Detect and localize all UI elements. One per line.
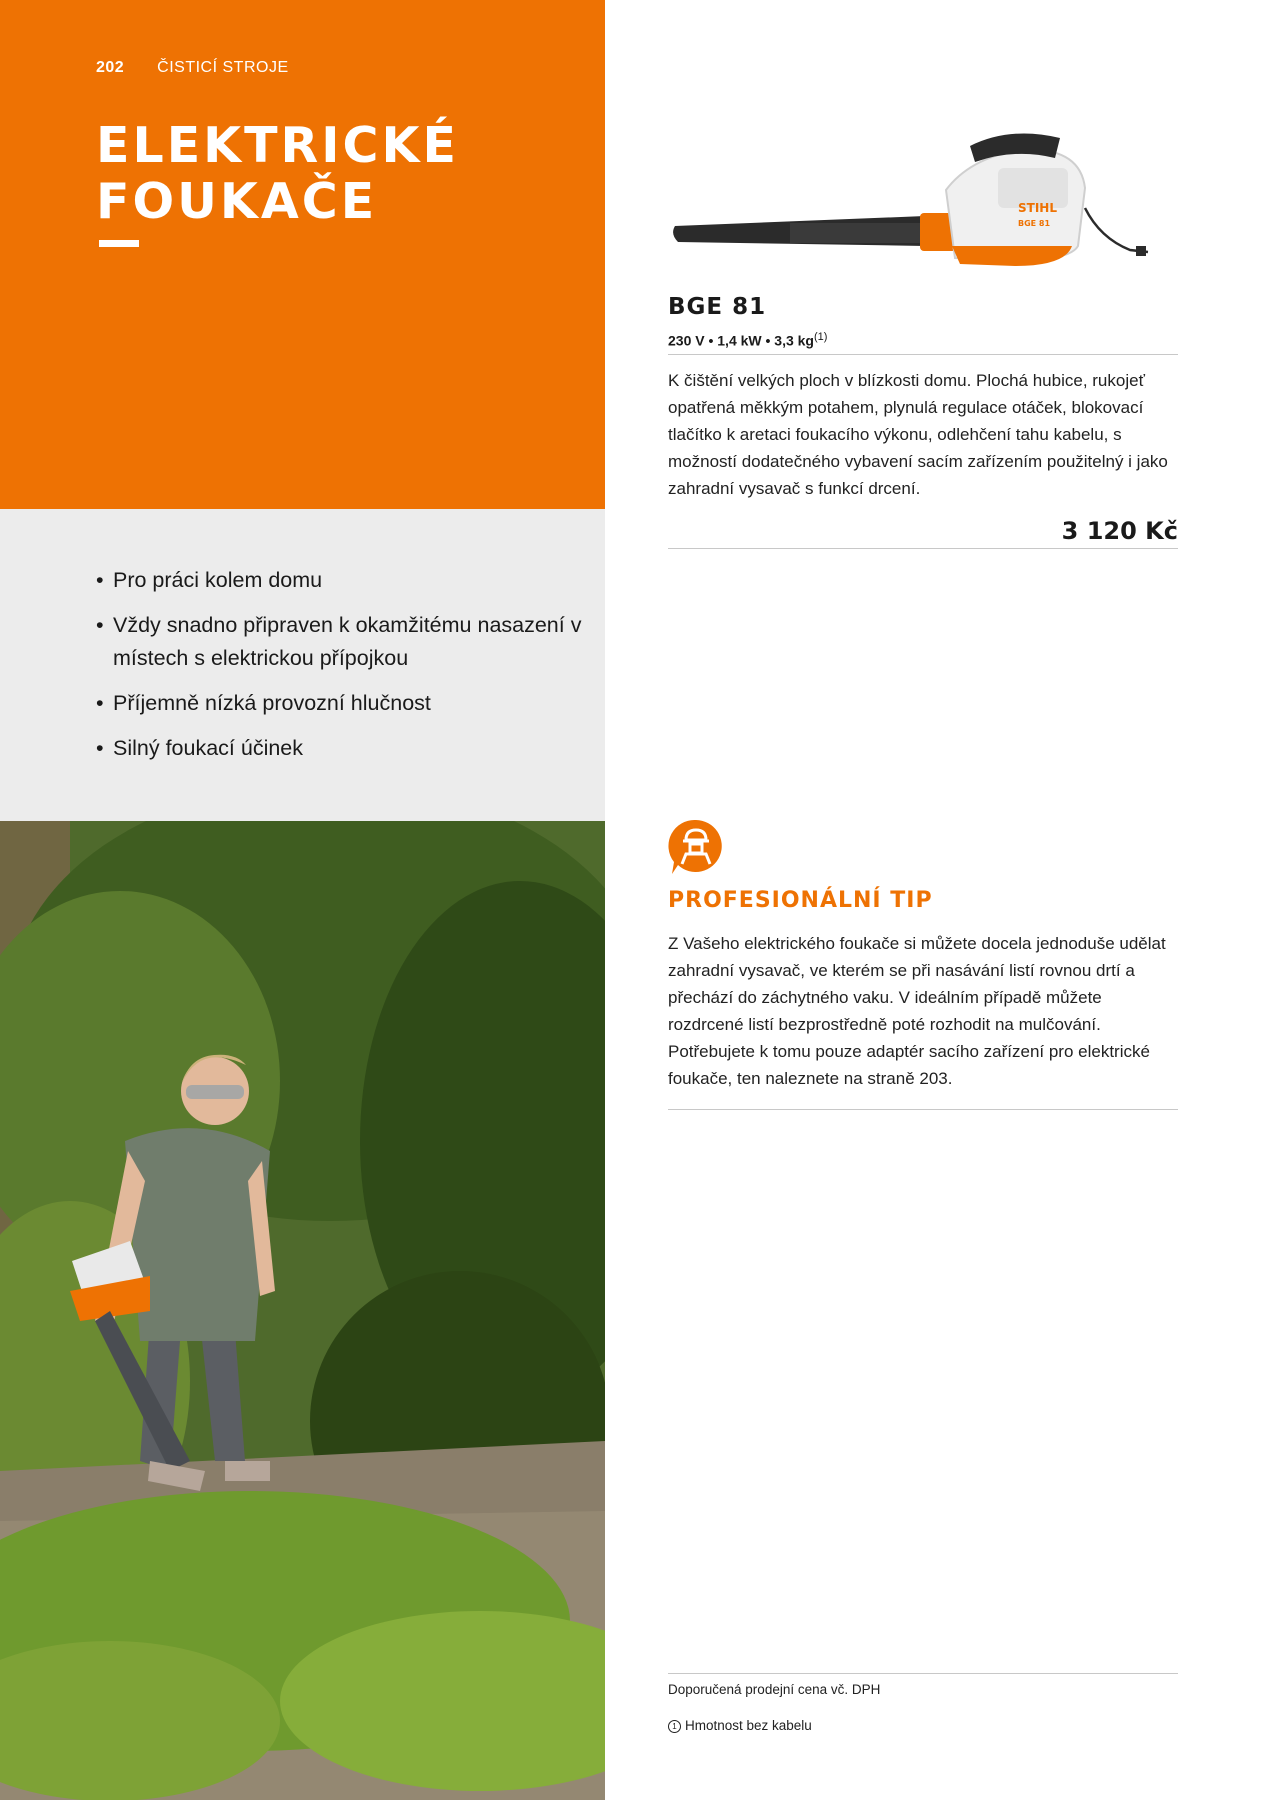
tip-title: PROFESIONÁLNÍ TIP bbox=[668, 888, 933, 913]
product-specs-text: 230 V • 1,4 kW • 3,3 kg bbox=[668, 332, 814, 349]
tip-text: Z Vašeho elektrického foukače si můžete docela jednoduše udělat zahradní vysavač, ve kterém se při nasávání listí rovnou drtí a přechází do záchytného vaku. V ideálním případě můžete rozdrcené listí bezprostředně poté rozhodit na mulčování. Potřebujete k tomu pouze adaptér sacího zařízení pro elektrické foukače, ten naleznete na straně 203. bbox=[668, 934, 1166, 1088]
product-brand-label: STIHL bbox=[1018, 201, 1057, 215]
feature-item: • Příjemně nízká provozní hlučnost bbox=[96, 687, 596, 720]
product-image bbox=[670, 128, 1150, 268]
title-panel bbox=[0, 0, 605, 509]
garden-photo bbox=[0, 821, 605, 1800]
product-description: K čištění velkých ploch v blízkosti domu. Plochá hubice, rukojeť opatřená měkkým potahem, plynulá regulace otáček, blokovací tlačítko k aretaci foukacího výkonu, odlehčení tahu kabelu, s možností dodatečného vybavení sacím zařízením použitelný i jako zahradní vysavač s funkcí drcení. bbox=[668, 371, 1168, 498]
divider bbox=[668, 1673, 1178, 1674]
footnote-marker: (1) bbox=[814, 331, 828, 343]
product-model-label: BGE 81 bbox=[1018, 219, 1051, 228]
footnote-circle-icon: 1 bbox=[668, 1720, 681, 1733]
divider bbox=[668, 1109, 1178, 1110]
professional-tip-icon bbox=[668, 818, 724, 878]
page-title-line-2: FOUKAČE bbox=[96, 173, 378, 230]
weight-note-text: Hmotnost bez kabelu bbox=[685, 1718, 812, 1733]
page-title bbox=[96, 118, 459, 230]
divider bbox=[668, 548, 1178, 549]
product-specs bbox=[668, 331, 827, 349]
section-name: ČISTICÍ STROJE bbox=[157, 59, 289, 76]
title-underline bbox=[99, 240, 139, 247]
feature-item: • Pro práci kolem domu bbox=[96, 564, 596, 597]
left-column bbox=[0, 0, 605, 1800]
divider bbox=[668, 354, 1178, 355]
footnote-marker-number: 1 bbox=[817, 331, 824, 343]
feature-list bbox=[96, 564, 596, 777]
product-name: BGE 81 bbox=[668, 294, 767, 320]
price-note: Doporučená prodejní cena vč. DPH bbox=[668, 1682, 881, 1697]
feature-item: • Silný foukací účinek bbox=[96, 732, 596, 765]
weight-note bbox=[668, 1718, 812, 1733]
page-title-line-1: ELEKTRICKÉ bbox=[96, 117, 459, 174]
feature-item: • Vždy snadno připraven k okamžitému nasazení v místech s elektrickou přípojkou bbox=[96, 609, 596, 675]
page-number: 202 bbox=[96, 59, 125, 76]
product-price: 3 120 Kč bbox=[1061, 517, 1178, 545]
page-meta bbox=[96, 59, 289, 77]
